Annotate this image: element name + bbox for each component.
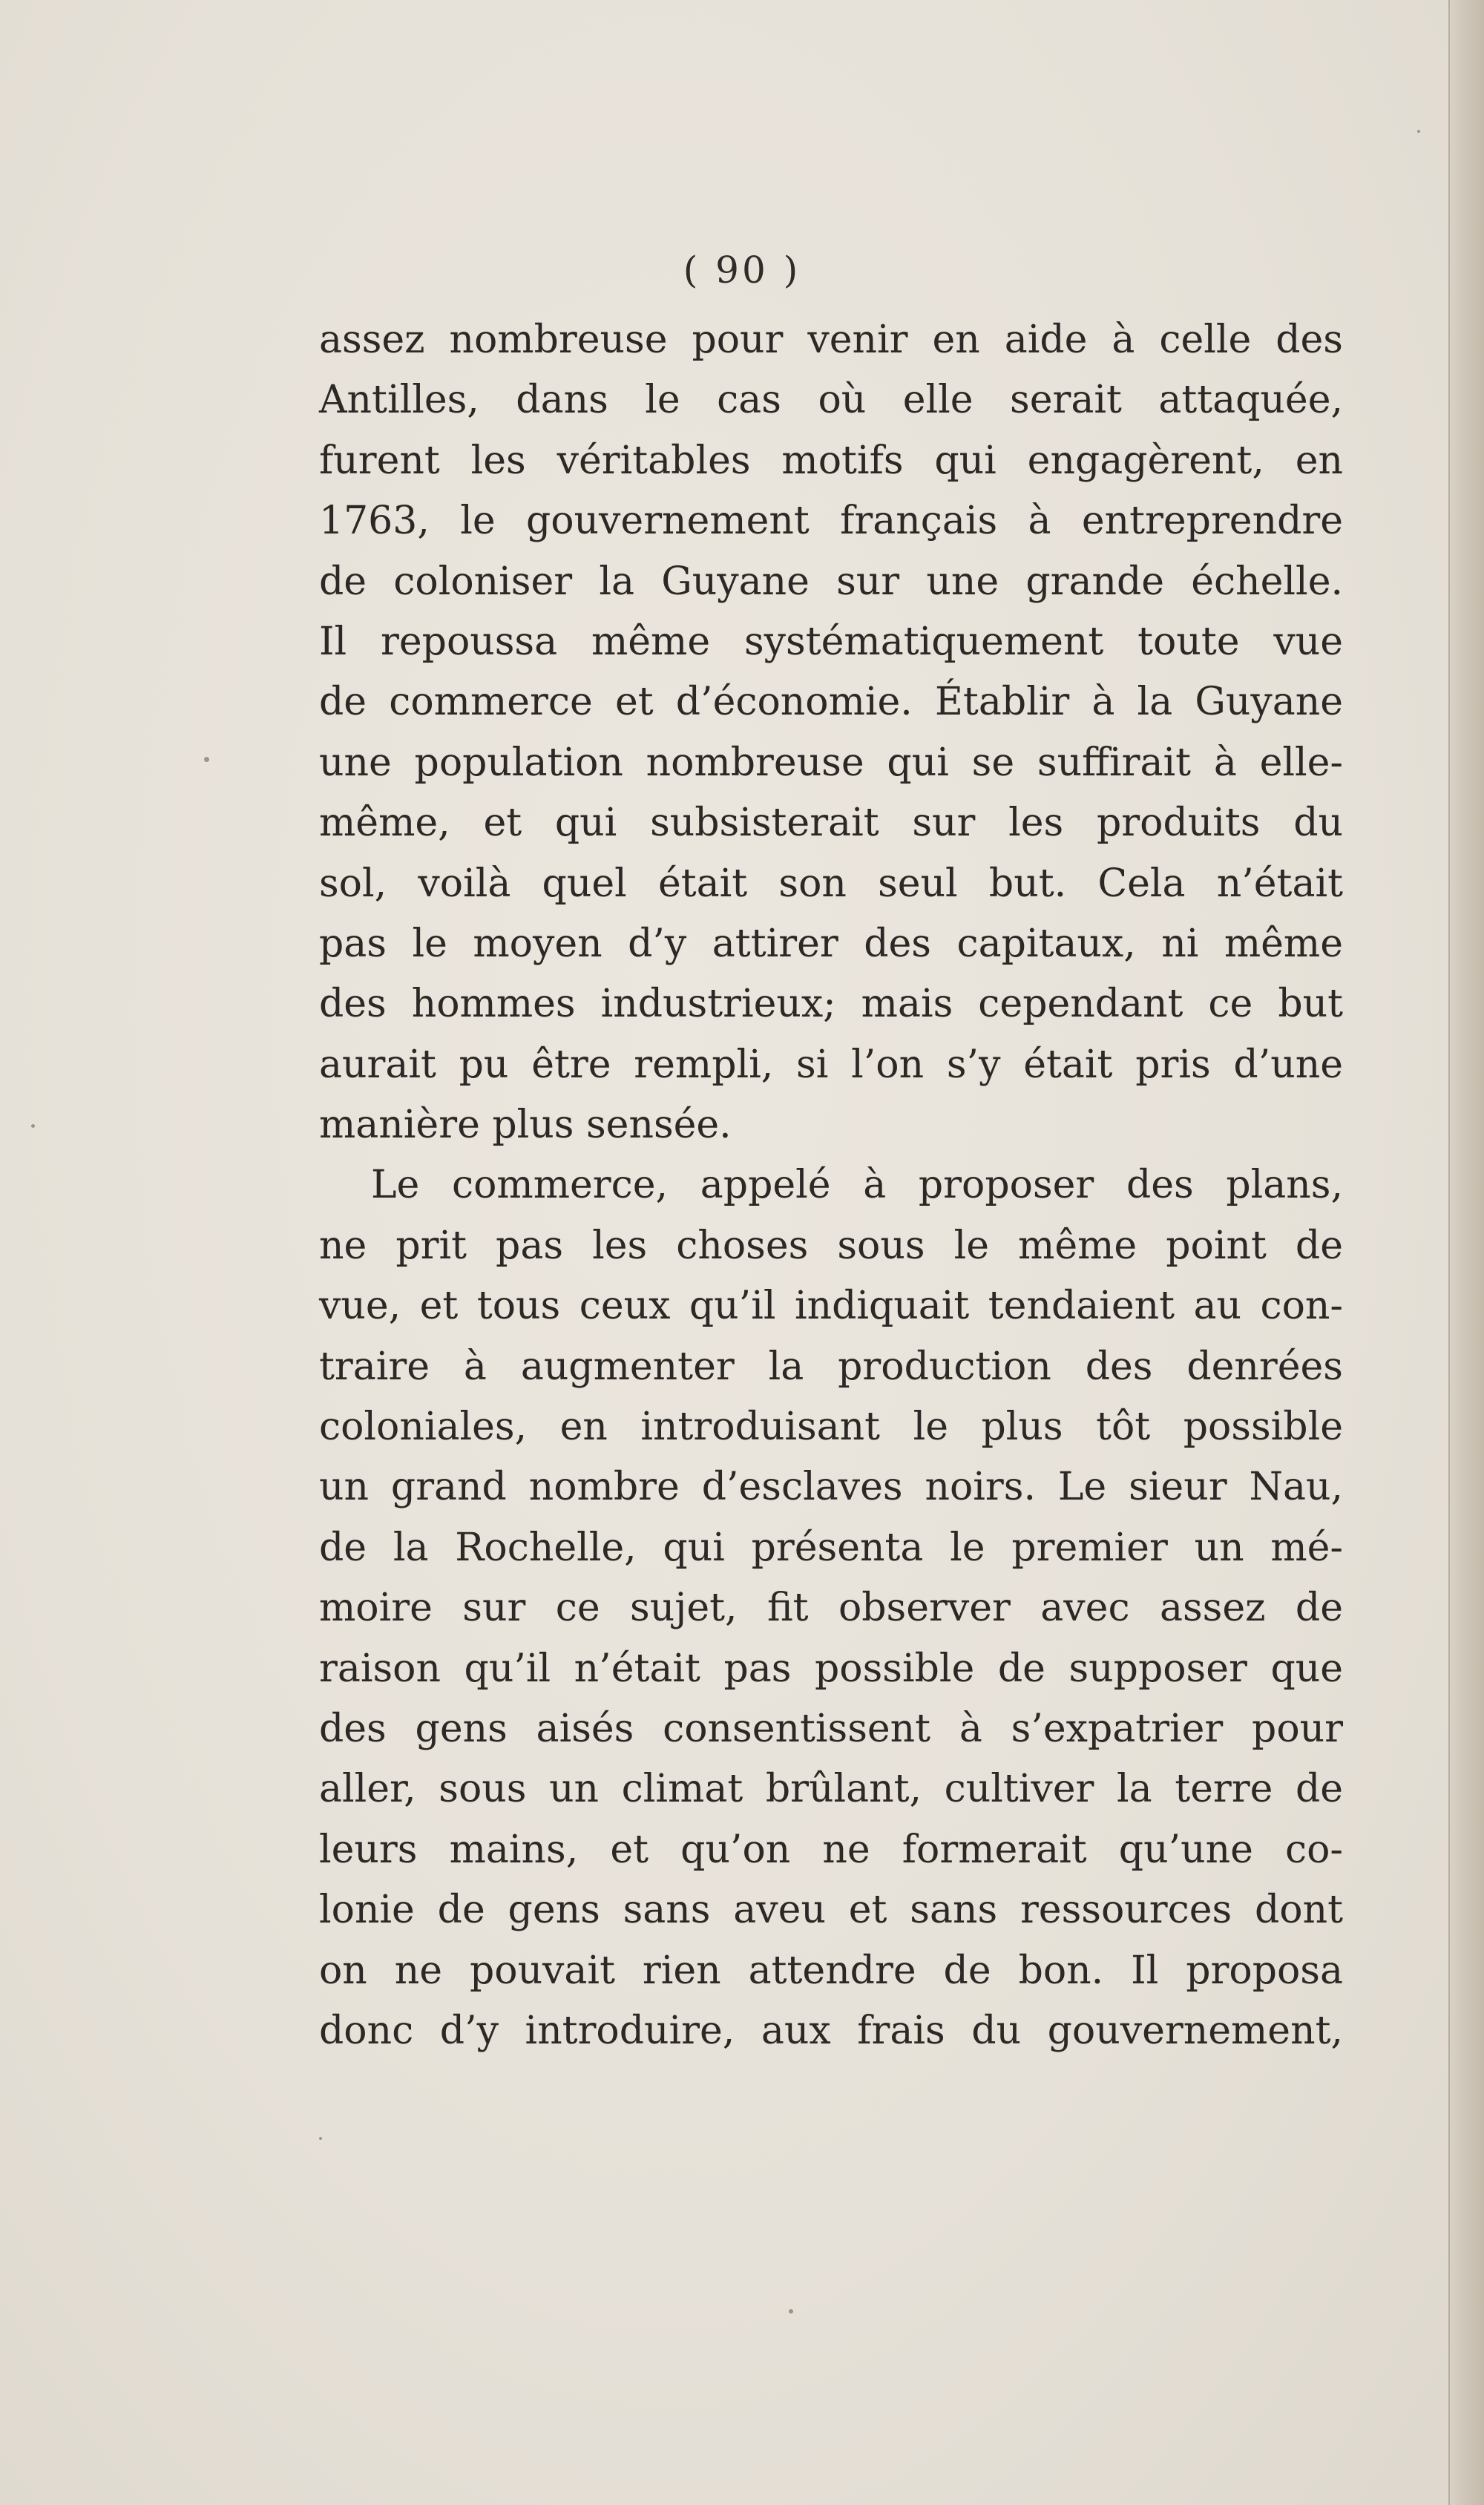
text-line: vue, et tous ceux qu’il indiquait tendaient au con-	[319, 1284, 1343, 1329]
text-line: manière plus sensée.	[319, 1103, 732, 1148]
paragraph-1	[319, 310, 1343, 1155]
paper-speck	[319, 2137, 322, 2140]
text-line: coloniales, en introduisant le plus tôt possible	[319, 1405, 1343, 1450]
paper-speck	[1417, 130, 1420, 133]
text-line: traire à augmenter la production des denrées	[319, 1344, 1343, 1389]
paper-speck	[789, 2309, 793, 2314]
paragraph-2	[319, 1155, 1343, 2061]
text-line: Le commerce, appelé à proposer des plans,	[371, 1163, 1343, 1208]
text-line: des hommes industrieux; mais cependant ce but	[319, 982, 1343, 1027]
text-line: de commerce et d’économie. Établir à la Guyane	[319, 680, 1343, 725]
paper-speck	[204, 757, 209, 762]
text-line: aurait pu être rempli, si l’on s’y était pris d’une	[319, 1042, 1343, 1087]
text-line: de coloniser la Guyane sur une grande échelle.	[319, 559, 1343, 604]
text-line: furent les véritables motifs qui engagèrent, en	[319, 438, 1343, 483]
text-line: lonie de gens sans aveu et sans ressources dont	[319, 1888, 1343, 1933]
text-line: même, et qui subsisterait sur les produits du	[319, 801, 1343, 846]
paper-speck	[31, 1124, 35, 1128]
text-line: 1763, le gouvernement français à entreprendre	[319, 499, 1343, 544]
text-line: raison qu’il n’était pas possible de supposer que	[319, 1646, 1343, 1691]
text-line: de la Rochelle, qui présenta le premier un mé-	[319, 1525, 1343, 1570]
text-line: des gens aisés consentissent à s’expatrier pour	[319, 1706, 1343, 1751]
text-line: donc d’y introduire, aux frais du gouvernement,	[319, 2008, 1343, 2053]
text-line: on ne pouvait rien attendre de bon. Il proposa	[319, 1948, 1343, 1993]
text-line: une population nombreuse qui se suffirait à elle-	[319, 740, 1343, 785]
text-line: leurs mains, et qu’on ne formerait qu’une co-	[319, 1827, 1343, 1872]
page-number: ( 90 )	[683, 249, 801, 292]
text-line: Antilles, dans le cas où elle serait attaquée,	[319, 378, 1343, 423]
text-line: moire sur ce sujet, fit observer avec assez de	[319, 1586, 1343, 1631]
body-text	[319, 310, 1343, 2061]
text-line: assez nombreuse pour venir en aide à celle des	[319, 318, 1343, 362]
text-line: un grand nombre d’esclaves noirs. Le sieur Nau,	[319, 1465, 1343, 1510]
text-line: ne prit pas les choses sous le même point de	[319, 1223, 1343, 1268]
text-line: aller, sous un climat brûlant, cultiver la terre de	[319, 1767, 1343, 1812]
text-line: pas le moyen d’y attirer des capitaux, ni même	[319, 921, 1343, 966]
page-gutter-edge	[1448, 0, 1484, 2505]
text-line: sol, voilà quel était son seul but. Cela n’était	[319, 861, 1343, 906]
text-line: Il repoussa même systématiquement toute vue	[319, 619, 1343, 664]
